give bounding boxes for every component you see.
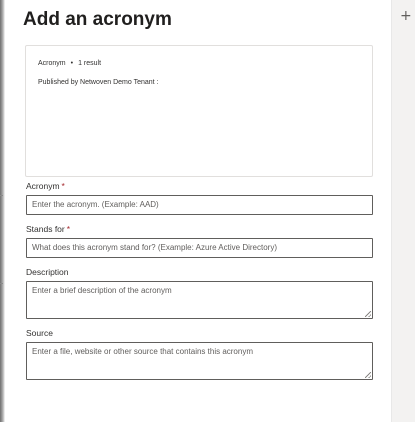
panel-title: Add an acronym: [23, 9, 172, 30]
resize-grip-icon[interactable]: [365, 311, 371, 317]
background-tick: [0, 283, 3, 284]
description-label: Description: [26, 267, 69, 277]
acronym-label-text: Acronym: [26, 181, 60, 191]
acronym-input[interactable]: Enter the acronym. (Example: AAD): [26, 195, 373, 215]
resize-grip-icon[interactable]: [365, 372, 371, 378]
stands-for-label-text: Stands for: [26, 224, 65, 234]
source-textarea[interactable]: [26, 342, 373, 380]
preview-result-count: 1 result: [78, 60, 102, 67]
preview-published-by: Published by Netwoven Demo Tenant :: [38, 79, 159, 86]
stands-for-input[interactable]: What does this acronym stand for? (Example: Azure Active Directory): [26, 238, 373, 258]
description-textarea[interactable]: [26, 281, 373, 319]
separator-dot: •: [70, 60, 74, 67]
plus-icon[interactable]: +: [400, 8, 412, 24]
required-mark: *: [66, 224, 71, 234]
acronym-preview-card: [25, 45, 373, 177]
required-mark: *: [61, 181, 65, 191]
source-placeholder: Enter a file, website or other source that contains this acronym: [32, 347, 253, 356]
preview-meta: [38, 60, 101, 67]
add-acronym-panel: [5, 0, 391, 422]
stands-for-label: [26, 224, 70, 234]
right-side-strip: [391, 0, 415, 422]
acronym-label: [26, 181, 65, 191]
preview-category: Acronym: [38, 60, 66, 67]
description-placeholder: Enter a brief description of the acronym: [32, 286, 172, 295]
source-label: Source: [26, 328, 53, 338]
background-tick: [0, 195, 3, 196]
